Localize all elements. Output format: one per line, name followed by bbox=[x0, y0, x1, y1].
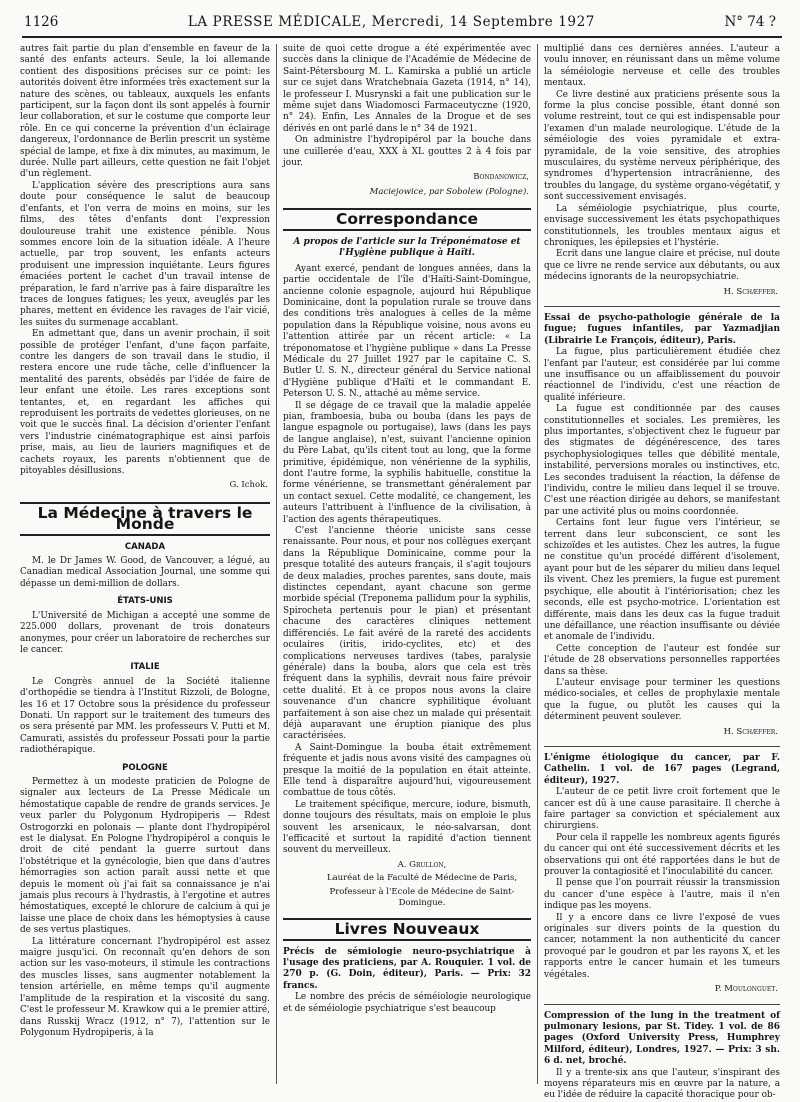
signature-place: Maciejowice, par Sobolew (Pologne). bbox=[369, 186, 529, 197]
country-heading: CANADA bbox=[124, 541, 166, 552]
section-title: La Médecine à travers le Monde bbox=[20, 502, 270, 536]
review-paragraph: multiplié dans ces dernières années. L'auteur a voulu innover, en réunissant dans un même volume la séméiologie nerveuse et celle des troubles mentaux. bbox=[544, 44, 780, 89]
running-header bbox=[14, 14, 786, 34]
news-paragraph: L'Université de Michigan a accepté une somme de 225.000 dollars, provenant de trois donateurs anonymes, pour créer un laboratoire de recherches sur le cancer. bbox=[20, 610, 270, 655]
news-paragraph: Permettez à un modeste praticien de Pologne de signaler aux lecteurs de La Presse Médicale un hémostatique capable de rendre de grands services. Je veux parler du Polygonum Hydropiperis — Rdest Ostrogorzki en polonais — plante dont l'hydropipérol est le dialysat. En Pologne l'hydropipérol a conquis le droit de cité pendant la guerre surtout dans l'obstétrique et la gynécologie, bien que dans d'autres hémorragies son action paraît aussi nette et que depuis le moment où j'ai fait sa connaissance je n'ai jamais plus recours à l'hydrastis, à l'ergotine et autres hémostatiques, excepté le chlorure de calcium à qui je laisse une place de choix dans les hémoptysies à cause de ses vertus plastiques. bbox=[20, 776, 270, 936]
column-2 bbox=[276, 44, 538, 1084]
country-heading: POLOGNE bbox=[122, 762, 168, 773]
signature-title: Professeur à l'Ecole de Médecine de Saint-Domingue. bbox=[329, 887, 515, 908]
columns bbox=[14, 44, 786, 1101]
letter-paragraph: C'est l'ancienne théorie uniciste sans cesse renaissante. Pour nous, et pour nos collègues exerçant dans la République Dominicaine, comme pour la presque totalité des auteurs français, il s'agit toujours de deux maladies, proches parentes, sans doute, mais distinctes cependant, ayant chacune son germe morbide spécial (Treponema pallidum pour la syphilis, Spirocheta pertenuis pour le pian) et présentant chacune des caractères cliniques nettement différenciés. Le fait avéré de la rareté des accidents oculaires (iritis, irido-cyclites, etc) et des complications nerveuses tardives (tabes, paralysie générale) dans la bouba, alors que cela est très fréquent dans la syphilis, devrait nous faire prévoir cette dualité. Et à ce propos nous avons la claire souvenance d'un chancre syphilitique évoluant parfaitement à son aise chez un malade qui présentait déjà auparavant une éruption pianique des plus caractérisées. bbox=[283, 526, 531, 742]
section-title: Livres Nouveaux bbox=[283, 918, 531, 940]
signature-name: Bondanowicz, bbox=[473, 172, 529, 183]
news-paragraph: Le Congrès annuel de la Société italienne d'orthopédie se tiendra à l'Institut Rizzoli, de Bologne, les 16 et 17 Octobre sous la présidence du professeur Donati. Un rapport sur le traitement des tumeurs des os sera présenté par MM. les professeurs V. Putti et M. Camurati, assistés du professeur Possati pour la partie radiothérapique. bbox=[20, 676, 270, 756]
journal-title: LA PRESSE MÉDICALE, Mercredi, 14 Septembre 1927 bbox=[187, 14, 595, 30]
review-paragraph: L'auteur de ce petit livre croit fortement que le cancer est dû à une cause parasitaire. Il cherche à faire partager sa conviction et spécialement aux chirurgiens. bbox=[544, 787, 780, 832]
column-3 bbox=[538, 44, 786, 1101]
news-paragraph: M. le Dr James W. Good, de Vancouver, a légué, au Canadian medical Association Journal, une somme qui dépasse un demi-million de dollars. bbox=[20, 556, 270, 589]
section-title: Correspondance bbox=[283, 208, 531, 230]
header-rule bbox=[22, 36, 782, 38]
review-paragraph: Il pense que l'on pourrait réussir la transmission du cancer d'une espèce à l'autre, mais il n'en indique pas les moyens. bbox=[544, 878, 780, 912]
review-paragraph: Ce livre destiné aux praticiens présente sous la forme la plus concise possible, étant donné son volume restreint, tout ce qui est indispensable pour l'examen d'un malade neurologique. L'étude de la séméiologie des voies pyramidale et extra-pyramidale, de la voie sensitive, des atrophies musculaires, du système nerveux périphérique, des syndromes d'hypertension intracrânienne, des troubles du langage, du système organo-végétatif, y sont successivement envisagés. bbox=[544, 89, 780, 203]
signature: G. Ichok. bbox=[229, 480, 268, 491]
letter-paragraph: A Saint-Domingue la bouba était extrêmement fréquente et jadis nous avons visité des campagnes où presque la moitié de la population en était atteinte. Elle tend à disparaître aujourd'hui, vigoureusement combattue de tous côtés. bbox=[283, 742, 531, 799]
separator bbox=[544, 306, 780, 307]
review-paragraph: L'auteur envisage pour terminer les questions médico-sociales, et celles de prophylaxie mentale que la fugue, ou plutôt les causes qui la déterminent peuvent soulever. bbox=[544, 677, 780, 723]
review-paragraph: La séméiologie psychiatrique, plus courte, envisage successivement les états psychopathiques constitutionnels, les troubles mentaux aigus et chroniques, les épilepsies et l'hystérie. bbox=[544, 203, 780, 248]
signature-title: Lauréat de la Faculté de Médecine de Paris, bbox=[326, 873, 518, 884]
signature: P. Moulonguet. bbox=[714, 984, 778, 995]
separator bbox=[544, 746, 780, 747]
book-title: Précis de sémiologie neuro-psychiatrique à l'usage des praticiens, par A. Rouquier. 1 vol. de 270 p. (G. Doin, éditeur), Paris. — Prix: 32 francs. bbox=[283, 946, 531, 991]
country-heading: ÉTATS-UNIS bbox=[117, 596, 173, 607]
separator bbox=[544, 1004, 780, 1005]
issue-number: N° 74 ? bbox=[724, 14, 776, 30]
review-paragraph: La fugue est conditionnée par des causes constitutionnelles et sociales. Les premières, les plus importantes, s'objectivent chez le fugueur par des stigmates de dégénérescence, des tares psychophysiologiques telles que débilité mentale, instabilité, perversions morales ou instinctives, etc. Les secondes traduisent la réaction, la défense de l'individu, contre le milieu dans lequel il se trouve. C'est une réaction dirigée au dehors, se manifestant par une activité plus ou moins coordonnée. bbox=[544, 404, 780, 517]
review-paragraph: Il y a trente-six ans que l'auteur, s'inspirant des moyens réparateurs mis en œuvre par la nature, a eu l'idée de réduire la capacité thoracique pour ob- bbox=[544, 1067, 780, 1101]
book-title: Essai de psycho-pathologie générale de la fugue; fugues infantiles, par Yazmadjian (Librairie Le François, éditeur), Paris. bbox=[544, 312, 780, 346]
signature: H. Schæffer. bbox=[723, 286, 778, 297]
correspondence-heading: A propos de l'article sur la Tréponématose et l'Hygiène publique à Haïti. bbox=[293, 236, 521, 258]
review-paragraph: Le nombre des précis de séméiologie neurologique et de séméiologie psychiatrique s'est beaucoup bbox=[283, 992, 531, 1014]
article-paragraph: autres fait partie du plan d'ensemble en faveur de la santé des enfants acteurs. Seule, la loi allemande contient des dispositions précises sur ce point: les autorités doivent être informées très exactement sur la nature des scènes, ou tableaux, auxquels les enfants participent, sur la façon dont ils sont appelés à fournir leur collaboration, et sur le costume que comporte leur rôle. En ce qui concerne la prévention d'un éclairage dangereux, l'ordonnance de Berlin prescrit un système spécial de lampe, et fixe à dix minutes, au maximum, le durée. Nulle part ailleurs, cette question ne fait l'objet d'un règlement. bbox=[20, 44, 270, 180]
signature-name: A. Grullon, bbox=[397, 859, 447, 870]
book-title: L'énigme étiologique du cancer, par F. Cathelin. 1 vol. de 167 pages (Legrand, éditeur), 1927. bbox=[544, 752, 780, 786]
news-paragraph: On administre l'hydropipérol par la bouche dans une cuillerée d'eau, XXX à XL gouttes 2 à 4 fois par jour. bbox=[283, 135, 531, 169]
news-paragraph: suite de quoi cette drogue a été expérimentée avec succès dans la clinique de l'Académie de Médecine de Saint-Pétersbourg M. L. Kamirska a publié un article sur ce sujet dans Wratchebnaia Gazeta (1914, n° 14), le professeur I. Musrynski a fait une publication sur le même sujet dans Wiadomosci Farmaceutyczne (1920, n° 24). Enfin, Les Annales de la Drogue et de ses dérivés en ont parlé dans le n° 34 de 1921. bbox=[283, 44, 531, 134]
review-paragraph: Certains font leur fugue vers l'intérieur, se terrent dans leur subconscient, ce sont les schizoïdes et les autistes. Chez les autres, la fugue ne constitue qu'un procédé différent d'isolement, ayant pour but de les séparer du milieu dans lequel ils vivent. Chez les premiers, la fugue est purement psychique, elle aboutit à l'intériorisation; chez les seconds, elle est psycho-motrice. L'orientation est différente, mais dans les deux cas la fugue traduit une défaillance, une réaction insuffisante ou déviée et anomale de l'individu. bbox=[544, 518, 780, 643]
article-paragraph: L'application sévère des prescriptions aura sans doute pour conséquence le salut de beaucoup d'enfants, et l'on verra de moins en moins, sur les films, des têtes d'enfants dont l'expression douloureuse trahit une existence pénible. Nous sommes encore loin de la situation idéale. A l'heure actuelle, par trop souvent, les enfants acteurs produisent une impression inquiétante. Leurs figures émaciées portent le cachet d'un travail intense de préparation, le fard n'arrive pas à faire disparaître les traces de longues fatigues; les yeux, aveuglés par les phares, mettent en évidence les ravages de l'air vicié, les suites du surmenage accablant. bbox=[20, 180, 270, 328]
book-title: Compression of the lung in the treatment of pulmonary lesions, par St. Tidey. 1 vol. de 86 pages (Oxford University Press, Humphrey Milford, éditeur), Londres, 1927. — Prix: 3 sh. 6 d. net, broché. bbox=[544, 1010, 780, 1067]
review-paragraph: Ecrit dans une langue claire et précise, nul doute que ce livre ne rende service aux débutants, ou aux médecins ignorants de la neuropsychiatrie. bbox=[544, 249, 780, 283]
review-paragraph: Cette conception de l'auteur est fondée sur l'étude de 28 observations personnelles rapportées dans sa thèse. bbox=[544, 643, 780, 677]
news-paragraph: La littérature concernant l'hydropipérol est assez maigre jusqu'ici. On reconnaît qu'en dehors de son action sur les vaso-moteurs, il stimule les contractions des muscles lisses, sans augmenter notablement la tension artérielle, en même temps qu'il augmente l'amplitude de la respiration et la viscosité du sang. C'est le professeur M. Krawkow qui a le premier attiré, dans Russkij Wracz (1912, n° 7), l'attention sur le Polygonum Hydropiperis, à la bbox=[20, 936, 270, 1038]
country-heading: ITALIE bbox=[130, 662, 160, 673]
page-number: 1126 bbox=[24, 14, 59, 30]
review-paragraph: Pour cela il rappelle les nombreux agents figurés du cancer qui ont été successivement décrits et les observations qui ont été rapportées dans le but de prouver la contagiosité et l'inoculabilité du cancer. bbox=[544, 832, 780, 878]
column-1 bbox=[14, 44, 276, 1084]
review-paragraph: La fugue, plus particulièrement étudiée chez l'enfant par l'auteur, est considérée par lui comme une insuffisance ou un affaiblissement du pouvoir réactionnel de l'individu, c'est une réaction de qualité inférieure. bbox=[544, 347, 780, 403]
review-paragraph: Il y a encore dans ce livre l'exposé de vues originales sur divers points de la question du cancer, notamment la non authenticité du cancer provoqué par le goudron et par les rayons X, et les rapports entre le cancer humain et les tumeurs végétales. bbox=[544, 912, 780, 980]
signature: H. Schæffer. bbox=[723, 726, 778, 737]
letter-paragraph: Ayant exercé, pendant de longues années, dans la partie occidentale de l'île d'Haïti-Saint-Domingue, ancienne colonie espagnole, aujourd hui République Dominicaine, dont la population rurale se trouve dans des conditions très analogues à celles de la même population dans la République voisine, nous avons eu l'attention attirée par un récent article: « La tréponomatose et l'hygiène publique » dans La Presse Médicale du 27 Juillet 1927 par le capitaine C. S. Butler U. S. N., directeur général du Service national d'Hygiène publique d'Haïti et le commandant E. Peterson U. S. N., attaché au même service. bbox=[283, 263, 531, 400]
letter-paragraph: Il se dégage de ce travail que la maladie appelée pian, framboesia, buba ou bouba (dans les pays de langue espagnole ou portugaise), laws (dans les pays de langue anglaise), n'est, suivant l'ancienne opinion du Père Labat, qu'ils citent tout au long, que la forme primitive, épidémique, non vénérienne de la syphilis, dont l'autre forme, la syphilis habituelle, constitue la forme vénérienne, se transmettant généralement par un contact sexuel. Cette modalité, ce changement, les auteurs l'attribuent à l'influence de la civilisation, à l'action des agents thérapeutiques. bbox=[283, 400, 531, 525]
article-paragraph: En admettant que, dans un avenir prochain, il soit possible de protéger l'enfant, d'une façon parfaite, contre les dangers de son travail dans le studio, il restera encore une rude tâche, celle d'influencer la mentalité des parents, obsédés par l'idée de faire de leur enfant une étoile. Les rares exceptions sont tentantes, et, en regardant les affiches qui reproduisent les portraits de vedettes glorieuses, on ne voit que le succès final. La décision d'orienter l'enfant vers l'industrie cinématographique est ainsi parfois prise, mais, au lieu de lauriers magnifiques et de cachets royaux, les parents n'obtiennent que de pitoyables désillusions. bbox=[20, 329, 270, 477]
letter-paragraph: Le traitement spécifique, mercure, iodure, bismuth, donne toujours des résultats, mais on emploie le plus souvent les arsenicaux, le néo-salvarsan, dont l'efficacité et surtout la rapidité d'action tiennent souvent du merveilleux. bbox=[283, 799, 531, 856]
